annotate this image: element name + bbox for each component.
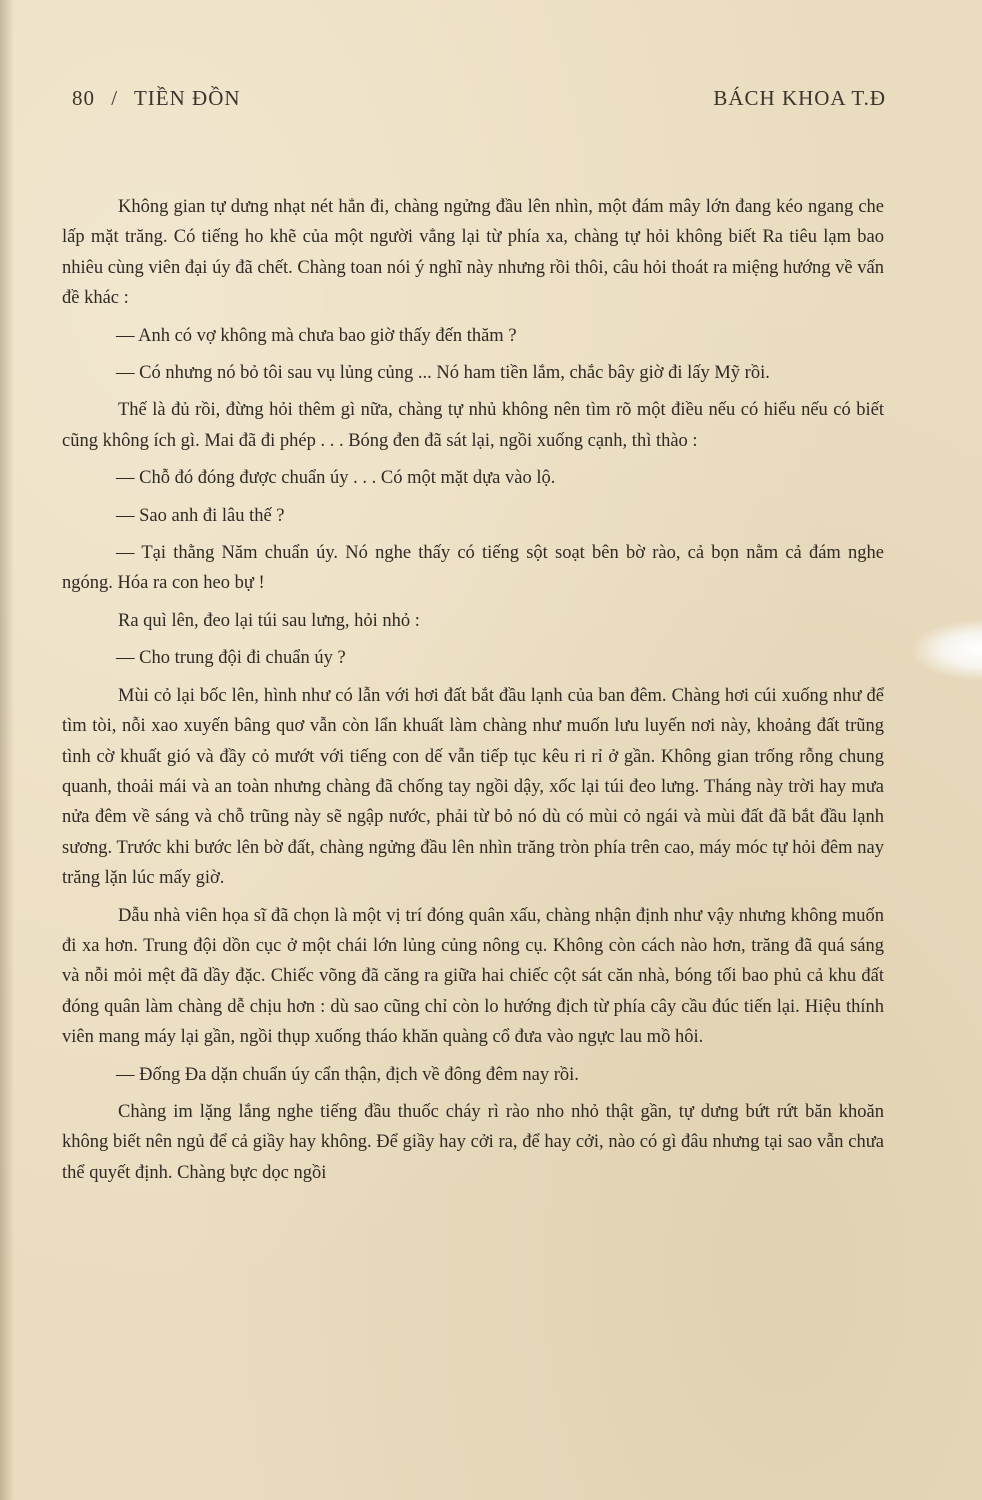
dialogue-2: — Có nhưng nó bỏ tôi sau vụ lủng củng ... Nó ham tiền lắm, chắc bây giờ đi lấy Mỹ rồi. (116, 363, 770, 384)
page-binding-shadow (0, 0, 14, 1500)
header-separator: / (111, 86, 119, 110)
publication-title: BÁCH KHOA T.Đ (713, 86, 886, 110)
paper-tear (912, 620, 982, 680)
header-left (72, 86, 251, 111)
paragraph-5: Dẫu nhà viên họa sĩ đã chọn là một vị trí đóng quân xấu, chàng nhận định như vậy nhưng không muốn đi xa hơn. Trung đội dồn cục ở một chái lớn lủng củng nông cụ. Không còn cách nào hơn, trăng đã quá sáng và nỗi mỏi mệt đã dầy đặc. Chiếc võng đã căng ra giữa hai chiếc cột sát căn nhà, bóng tối bao phủ cả khu đất đóng quân làm chàng dễ chịu hơn : dù sao cũng chỉ còn lo hướng địch từ phía cây cầu đúc tiến lại. Hiệu thính viên mang máy lại gần, ngồi thụp xuống tháo khăn quàng cổ đưa vào ngực lau mồ hôi. (62, 905, 884, 1048)
dialogue-1: — Anh có vợ không mà chưa bao giờ thấy đến thăm ? (116, 325, 517, 346)
running-header (72, 86, 886, 120)
dialogue-7: — Đống Đa dặn chuẩn úy cẩn thận, địch về đông đêm nay rồi. (116, 1064, 579, 1085)
dialogue-3: — Chỗ đó đóng được chuẩn úy . . . Có một mặt dựa vào lộ. (116, 468, 556, 489)
paragraph-2: Thế là đủ rồi, đừng hỏi thêm gì nữa, chàng tự nhủ không nên tìm rõ một điều nếu có hiểu nếu có biết cũng không ích gì. Mai đã đi phép . . . Bóng đen đã sát lại, ngồi xuống cạnh, thì thào : (62, 400, 884, 451)
body-text (62, 192, 884, 1195)
page-number: 80 (72, 86, 95, 110)
dialogue-6: — Cho trung đội đi chuẩn úy ? (116, 648, 346, 669)
dialogue-4: — Sao anh đi lâu thế ? (116, 505, 285, 526)
section-title: TIỀN ĐỒN (133, 86, 241, 110)
paragraph-4: Mùi cỏ lại bốc lên, hình như có lẫn với hơi đất bắt đầu lạnh của ban đêm. Chàng hơi cúi xuống như để tìm tòi, nỗi xao xuyến bâng quơ vẫn còn lẩn khuất làm chàng như muốn lưu luyến nơi này, khoảng đất trũng tình cờ khuất gió và đầy cỏ mướt với tiếng con dế vẫn tiếp tục kêu ri rỉ ở gần. Không gian trống rỗng chung quanh, thoải mái và an toàn nhưng chàng đã chống tay ngồi dậy, xốc lại túi đeo lưng. Tháng này trời hay mưa nửa đêm về sáng và chỗ trũng này sẽ ngập nước, phải từ bỏ nó dù có mùi cỏ ngái và mùi đất đã bắt đầu lạnh sương. Trước khi bước lên bờ đất, chàng ngửng đầu lên nhìn trăng tròn phía trên cao, máy móc tự hỏi đêm nay trăng lặn lúc mấy giờ. (62, 685, 884, 889)
paragraph-1: Không gian tự dưng nhạt nét hẳn đi, chàng ngửng đầu lên nhìn, một đám mây lớn đang kéo ngang che lấp mặt trăng. Có tiếng ho khẽ của một người vẳng lại từ phía xa, chàng tự hỏi không biết Ra tiêu lạm bao nhiêu cùng viên đại úy đã chết. Chàng toan nói ý nghĩ này nhưng rồi thôi, câu hỏi thoát ra miệng hướng về vấn đề khác : (62, 197, 884, 309)
paragraph-6: Chàng im lặng lắng nghe tiếng đầu thuốc cháy rì rào nho nhỏ thật gần, tự dưng bứt rứt băn khoăn không biết nên ngủ để cả giầy hay không. Để giầy hay cởi ra, để hay cởi, nào có gì đâu nhưng tại sao vẫn chưa thể quyết định. Chàng bực dọc ngồi (62, 1101, 884, 1183)
dialogue-5: — Tại thằng Năm chuẩn úy. Nó nghe thấy có tiếng sột soạt bên bờ rào, cả bọn nằm cả đám nghe ngóng. Hóa ra con heo bự ! (62, 543, 884, 594)
paragraph-3: Ra quì lên, đeo lại túi sau lưng, hỏi nhỏ : (118, 610, 420, 631)
